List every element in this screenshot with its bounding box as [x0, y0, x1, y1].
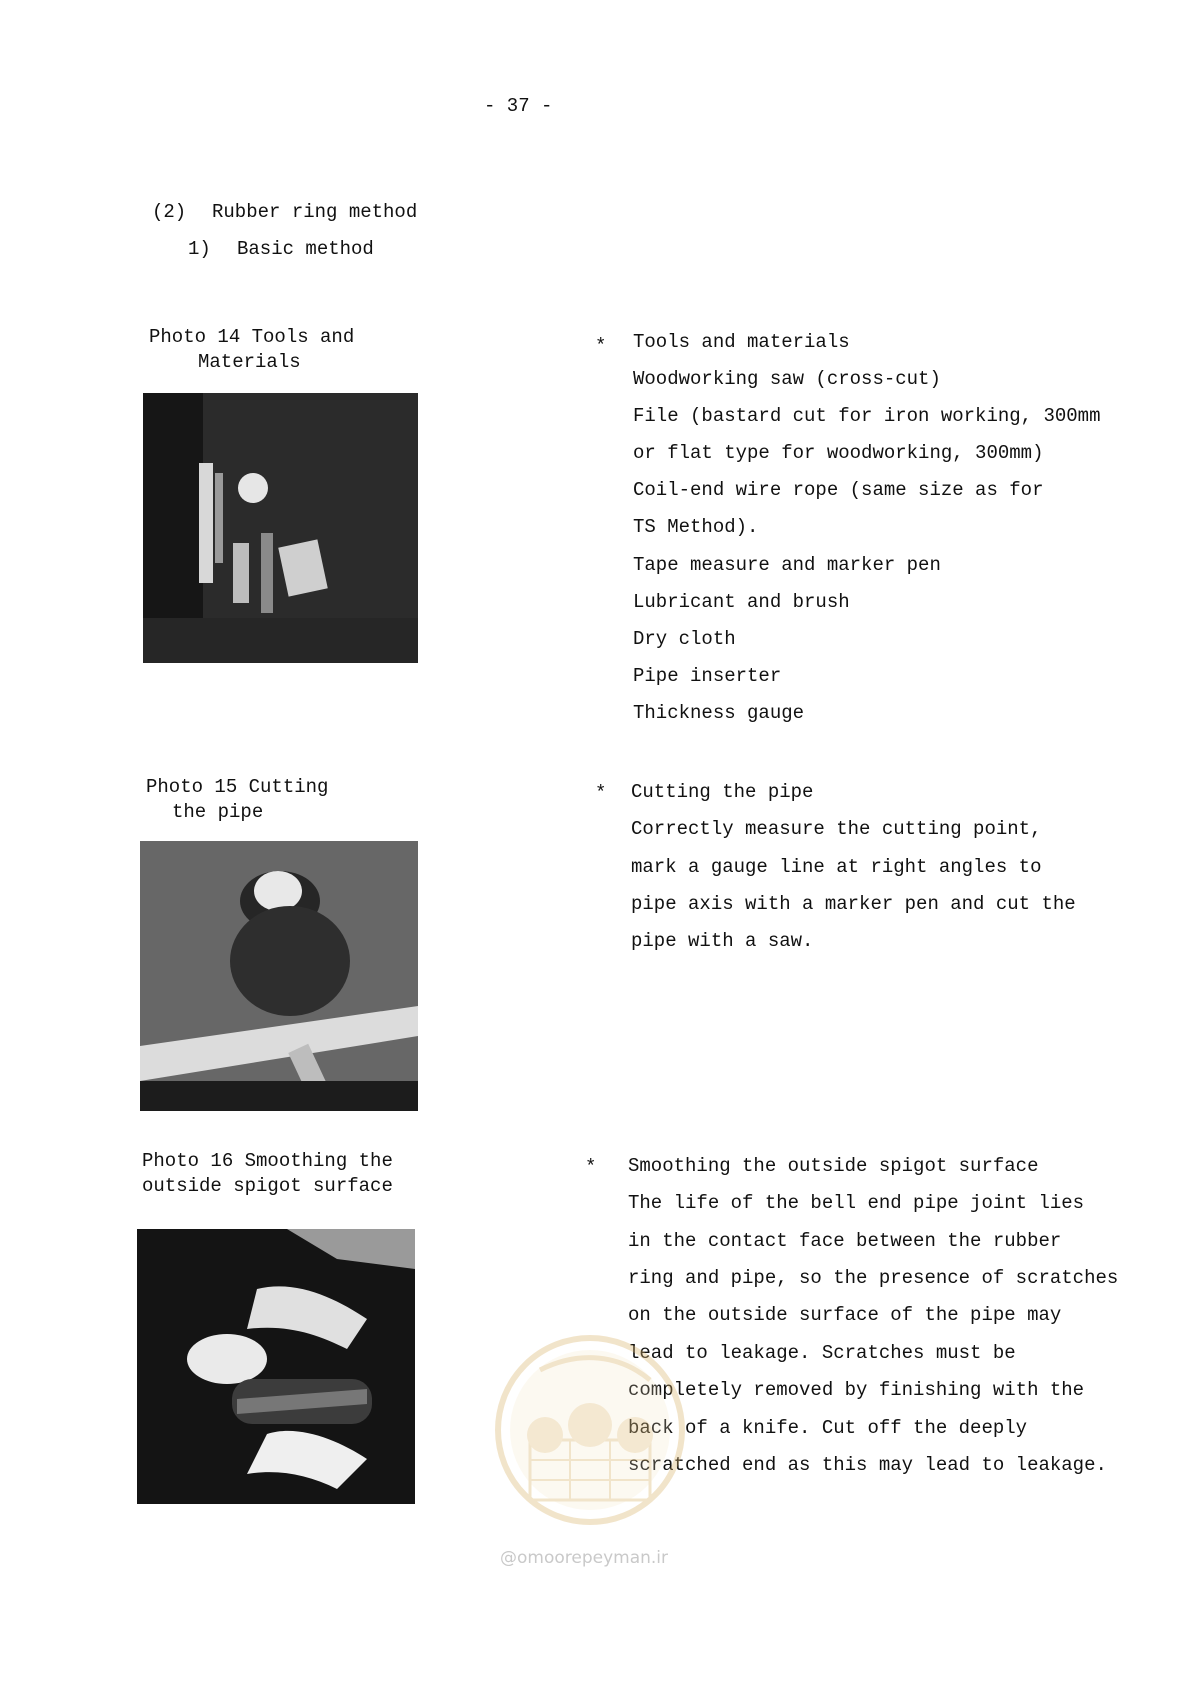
block-3-line-4: ring and pipe, so the presence of scratches	[628, 1267, 1119, 1289]
photo-14-caption-line-2: Materials	[198, 351, 301, 373]
block-3-line-1: Smoothing the outside spigot surface	[628, 1155, 1039, 1177]
block-2-line-1: Cutting the pipe	[631, 781, 814, 803]
block-3-line-7: completely removed by finishing with the	[628, 1379, 1085, 1401]
block-1-line-1: Tools and materials	[633, 331, 850, 353]
block-2-line-5: pipe with a saw.	[631, 930, 814, 952]
bullet-1: *	[595, 335, 607, 357]
block-3-line-8: back of a knife. Cut off the deeply	[628, 1417, 1028, 1439]
block-1-line-8: Lubricant and brush	[633, 591, 850, 613]
photo-15-cutting-the-pipe	[140, 841, 418, 1111]
photo-16-caption-line-2: outside spigot surface	[142, 1175, 393, 1197]
block-1-line-3: File (bastard cut for iron working, 300mm	[633, 405, 1101, 427]
photo-15-caption-line-2: the pipe	[172, 801, 264, 823]
block-1-line-4: or flat type for woodworking, 300mm)	[633, 442, 1044, 464]
block-3-line-5: on the outside surface of the pipe may	[628, 1304, 1062, 1326]
subsection-heading: Basic method	[237, 238, 374, 260]
block-1-line-2: Woodworking saw (cross-cut)	[633, 368, 941, 390]
photo-15-caption-line-1: Photo 15 Cutting	[146, 776, 329, 798]
block-1-line-6: TS Method).	[633, 516, 759, 538]
block-3-line-9: scratched end as this may lead to leakage.	[628, 1454, 1107, 1476]
block-2-line-2: Correctly measure the cutting point,	[631, 818, 1042, 840]
subsection-number: 1)	[188, 238, 211, 260]
bullet-2: *	[595, 782, 607, 804]
block-1-line-7: Tape measure and marker pen	[633, 554, 941, 576]
photo-14-caption-line-1: Photo 14 Tools and	[149, 326, 355, 348]
photo-16-smoothing-outside-spigot-surface	[137, 1229, 415, 1504]
watermark-text: @omoorepeyman.ir	[500, 1548, 669, 1568]
section-heading: Rubber ring method	[212, 201, 418, 223]
block-3-line-2: The life of the bell end pipe joint lies	[628, 1192, 1085, 1214]
bullet-3: *	[585, 1156, 597, 1178]
page-number: - 37 -	[484, 95, 553, 117]
watermark-logo	[490, 1330, 690, 1530]
block-2-line-3: mark a gauge line at right angles to	[631, 856, 1042, 878]
block-3-line-6: lead to leakage. Scratches must be	[628, 1342, 1016, 1364]
block-2-line-4: pipe axis with a marker pen and cut the	[631, 893, 1076, 915]
section-number: (2)	[152, 201, 187, 223]
photo-16-caption-line-1: Photo 16 Smoothing the	[142, 1150, 393, 1172]
block-1-line-10: Pipe inserter	[633, 665, 782, 687]
block-1-line-5: Coil-end wire rope (same size as for	[633, 479, 1044, 501]
photo-14-tools-and-materials	[143, 393, 418, 663]
block-1-line-9: Dry cloth	[633, 628, 736, 650]
block-3-line-3: in the contact face between the rubber	[628, 1230, 1062, 1252]
block-1-line-11: Thickness gauge	[633, 702, 805, 724]
